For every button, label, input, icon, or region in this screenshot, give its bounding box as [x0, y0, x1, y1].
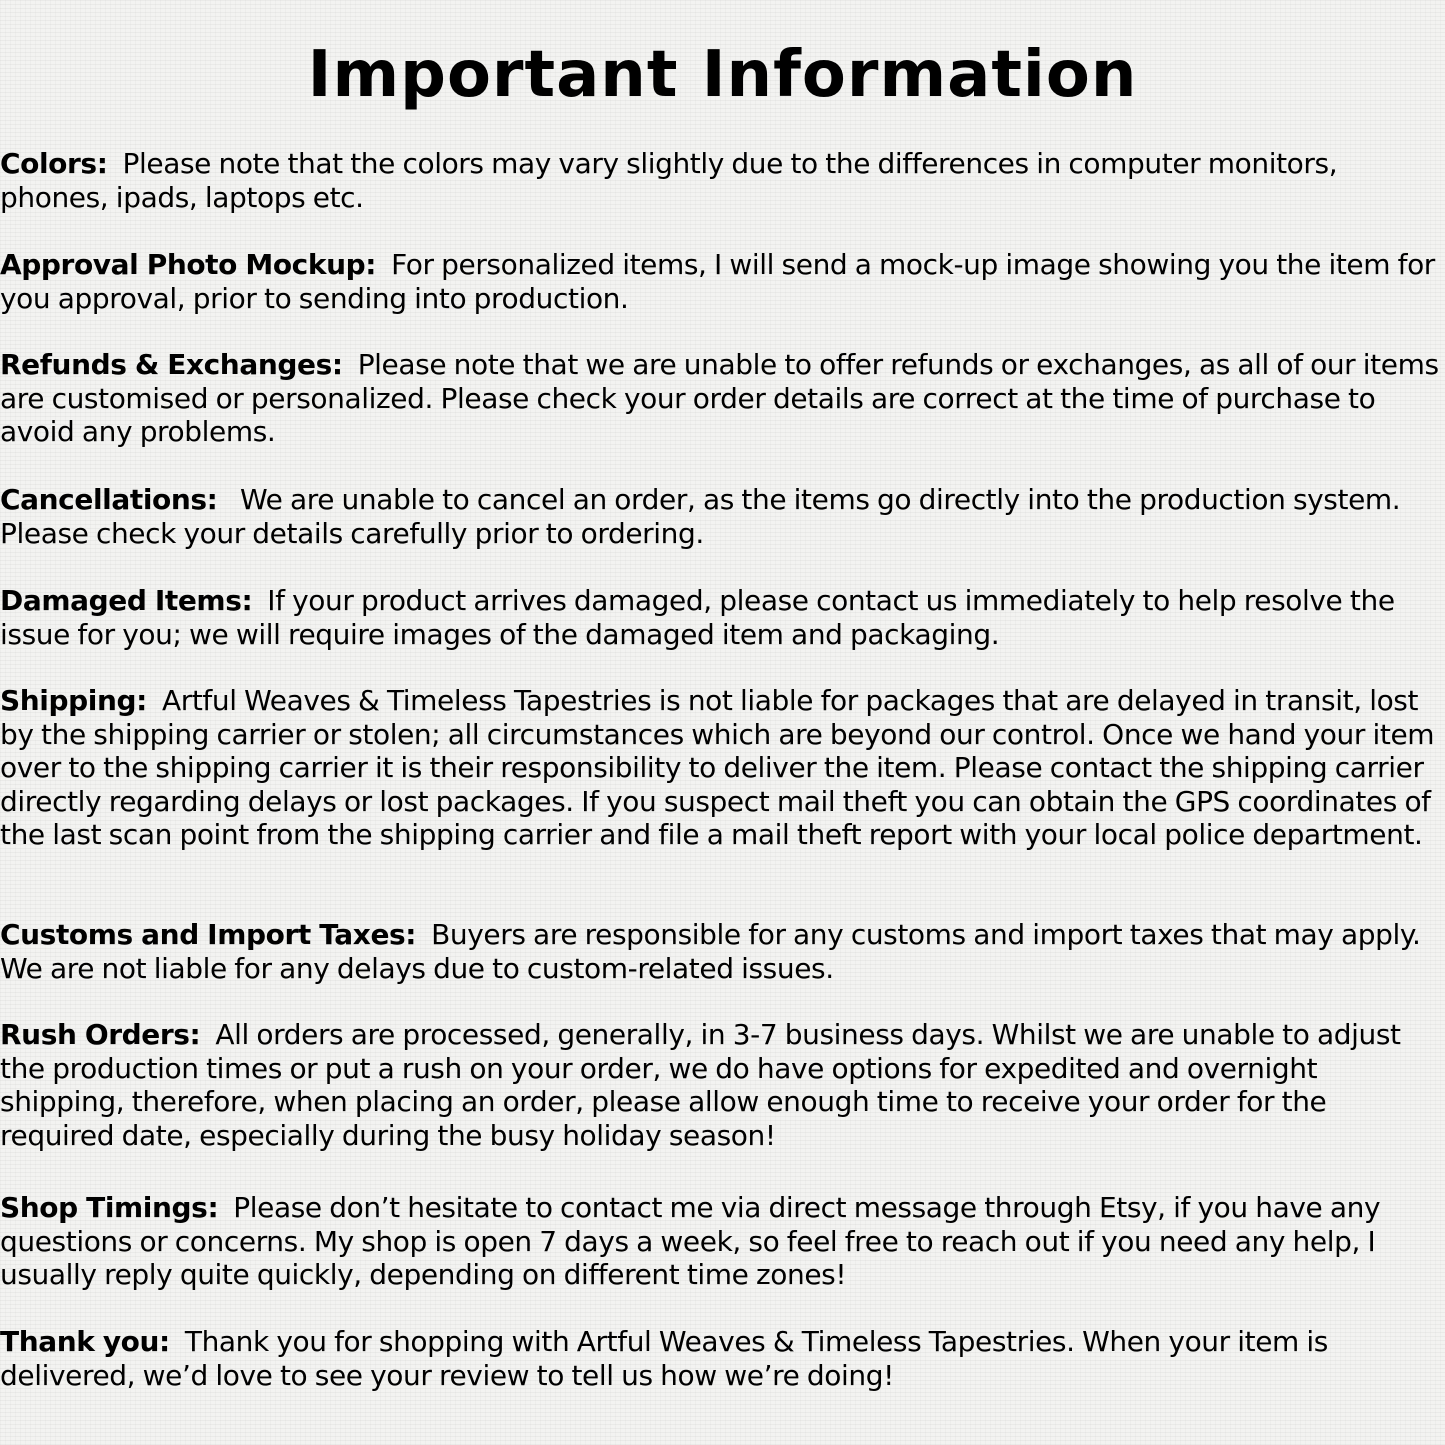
section-colors: [0, 147, 1445, 214]
section-label: Damaged Items:: [0, 584, 253, 617]
section-thank-you: [0, 1325, 1445, 1392]
page-title: Important Information: [307, 38, 1138, 112]
section-damaged-items: [0, 584, 1445, 651]
section-approval-photo-mockup: [0, 248, 1445, 315]
section-label: Shipping:: [0, 684, 147, 717]
section-text: If your product arrives damaged, please contact us immediately to help resolve the issue for you; we will require images of the damaged item and packaging.: [0, 584, 1395, 651]
section-label: Refunds & Exchanges:: [0, 348, 343, 381]
section-shipping: [0, 684, 1445, 852]
section-text: Thank you for shopping with Artful Weaves & Timeless Tapestries. When your item is delivered, we’d love to see your review to tell us how we’re doing!: [0, 1325, 1328, 1392]
section-text: Please note that we are unable to offer refunds or exchanges, as all of our items are customised or personalized. Please check your order details are correct at the time of purchase to avoid any problems.: [0, 348, 1439, 448]
section-customs-import-taxes: [0, 918, 1445, 985]
section-text: We are unable to cancel an order, as the items go directly into the production system. Please check your details carefully prior to ordering.: [0, 483, 1401, 550]
section-text: Artful Weaves & Timeless Tapestries is not liable for packages that are delayed in transit, lost by the shipping carrier or stolen; all circumstances which are beyond our control. Once we hand your item over to the shipping carrier it is their responsibility to deliver the item. Please contact the shipping carrier directly regarding delays or lost packages. If you suspect mail theft you can obtain the GPS coordinates of the last scan point from the shipping carrier and file a mail theft report with your local police department.: [0, 684, 1435, 851]
section-label: Cancellations:: [0, 483, 218, 516]
section-label: Thank you:: [0, 1325, 170, 1358]
section-rush-orders: [0, 1018, 1445, 1152]
section-text: Please note that the colors may vary slightly due to the differences in computer monitors, phones, ipads, laptops etc.: [0, 147, 1338, 214]
section-text: All orders are processed, generally, in 3-7 business days. Whilst we are unable to adjust the production times or put a rush on your order, we do have options for expedited and overnight shipping, therefore, when placing an order, please allow enough time to receive your order for the required date, especially during the busy holiday season!: [0, 1018, 1401, 1152]
section-label: Colors:: [0, 147, 108, 180]
section-shop-timings: [0, 1191, 1445, 1292]
section-label: Approval Photo Mockup:: [0, 248, 377, 281]
section-label: Rush Orders:: [0, 1018, 201, 1051]
section-label: Customs and Import Taxes:: [0, 918, 417, 951]
section-text: For personalized items, I will send a mock-up image showing you the item for you approval, prior to sending into production.: [0, 248, 1435, 315]
section-refunds-exchanges: [0, 348, 1445, 449]
section-text: Buyers are responsible for any customs and import taxes that may apply. We are not liable for any delays due to custom-related issues.: [0, 918, 1421, 985]
section-label: Shop Timings:: [0, 1191, 219, 1224]
section-cancellations: [0, 483, 1445, 550]
section-text: Please don’t hesitate to contact me via direct message through Etsy, if you have any questions or concerns. My shop is open 7 days a week, so feel free to reach out if you need any help, I usually reply quite quickly, depending on different time zones!: [0, 1191, 1381, 1291]
